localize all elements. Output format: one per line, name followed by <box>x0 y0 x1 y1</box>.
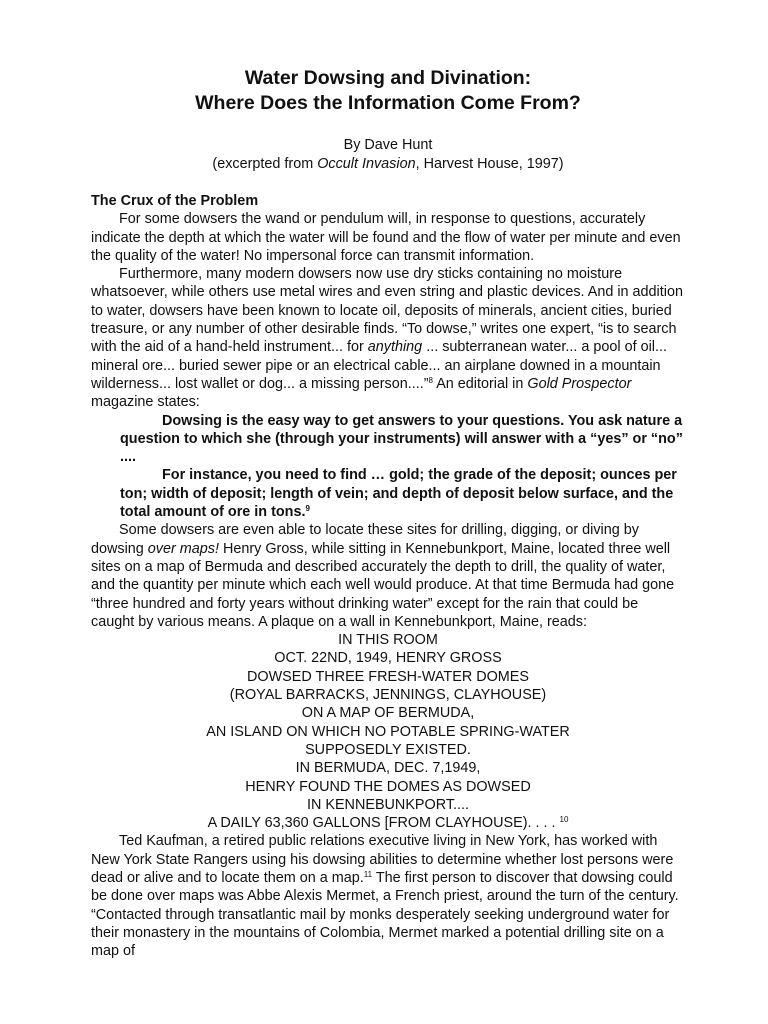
book-title: Occult Invasion <box>317 156 416 172</box>
document-page <box>91 66 685 960</box>
title-line-1: Water Dowsing and Divination: <box>244 67 532 89</box>
plaque-line: DOWSED THREE FRESH-WATER DOMES <box>247 668 529 685</box>
paragraph-2: Furthermore, many modern dowsers now use dry sticks containing no moisture whatsoever, while others use metal wires and even string and plastic devices. And in addition to water, dowsers have been known to locate oil, deposits of minerals, ancient cities, buried treasure, or any number of other desirable finds. “To dowse,” writes one expert, “is to search with the aid of a hand-held instrument... for anything ... subterranean water... a pool of oil... mineral ore... buried sewer pipe or an electrical cable... an airplane downed in a mountain wilderness... lost wallet or dog... a missing person....”$^8$ An editorial in Gold Prospector magazine states: <box>91 266 683 411</box>
footnote-ref-11: 11 <box>363 869 373 879</box>
byline <box>91 136 685 174</box>
plaque-line: SUPPOSEDLY EXISTED. <box>305 741 471 758</box>
source-citation: (excerpted from Occult Invasion, Harvest House, 1997) <box>212 156 564 172</box>
block-quote-1: Dowsing is the easy way to get answers to your questions. You ask nature a question to which she (through your instruments) will answer with a “yes” or “no” .... <box>120 412 683 466</box>
author: By Dave Hunt <box>343 137 433 153</box>
paragraph-4: Ted Kaufman, a retired public relations executive living in New York, has worked with New York State Rangers using his dowsing abilities to determine whether lost persons were dead or alive and to locate them on a map.$^{11}$ The first person to discover that dowsing could be done over maps was Abbe Alexis Mermet, a French priest, around the turn of the century. “Contacted through transatlantic mail by monks desperately seeking underground water for their monastery in the mountains of Colombia, Mermet marked a potential drilling site on a map of <box>91 833 679 960</box>
magazine-title: Gold Prospector <box>527 375 632 392</box>
plaque-line: OCT. 22ND, 1949, HENRY GROSS <box>274 650 502 667</box>
document-title <box>91 66 685 116</box>
plaque-line: HENRY FOUND THE DOMES AS DOWSED <box>245 778 531 795</box>
paragraph-1: For some dowsers the wand or pendulum will, in response to questions, accurately indicate the depth at which the water will be found and the flow of water per minute and even the quality of the water! No impersonal force can transmit information. <box>91 211 681 264</box>
plaque-line: IN KENNEBUNKPORT.... <box>306 796 470 813</box>
plaque-line: IN BERMUDA, DEC. 7,1949, <box>295 760 481 777</box>
section-heading: The Crux of the Problem <box>91 193 259 209</box>
block-quote-2: For instance, you need to find … gold; the grade of the deposit; ounces per ton; width of deposit; length of vein; and depth of deposit below surface, and the total amount of ore in tons.$^9$ <box>120 467 677 521</box>
footnote-ref-10: 10 <box>559 815 569 825</box>
plaque-line: (ROYAL BARRACKS, JENNINGS, CLAYHOUSE) <box>229 687 547 704</box>
plaque-line: IN THIS ROOM <box>338 632 438 649</box>
plaque-line: AN ISLAND ON WHICH NO POTABLE SPRING-WATER <box>206 723 570 740</box>
plaque-inscription <box>91 631 685 832</box>
plaque-line: A DAILY 63,360 GALLONS [FROM CLAYHOUSE). . . . $^{10}$ <box>207 815 569 832</box>
paragraph-3: Some dowsers are even able to locate these sites for drilling, digging, or diving by dowsing over maps! Henry Gross, while sitting in Kennebunkport, Maine, located three well sites on a map of Bermuda and described accurately the depth to drill, the quality of water, and the quantity per minute which each well would produce. At that time Bermuda had gone “three hundred and forty years without drinking water” except for the rain that could be caught by various means. A plaque on a wall in Kennebunkport, Maine, reads: <box>91 522 675 630</box>
title-line-2: Where Does the Information Come From? <box>195 92 581 114</box>
plaque-line: ON A MAP OF BERMUDA, <box>301 705 475 722</box>
footnote-ref-8: 8 <box>428 375 433 385</box>
footnote-ref-9: 9 <box>305 504 310 514</box>
